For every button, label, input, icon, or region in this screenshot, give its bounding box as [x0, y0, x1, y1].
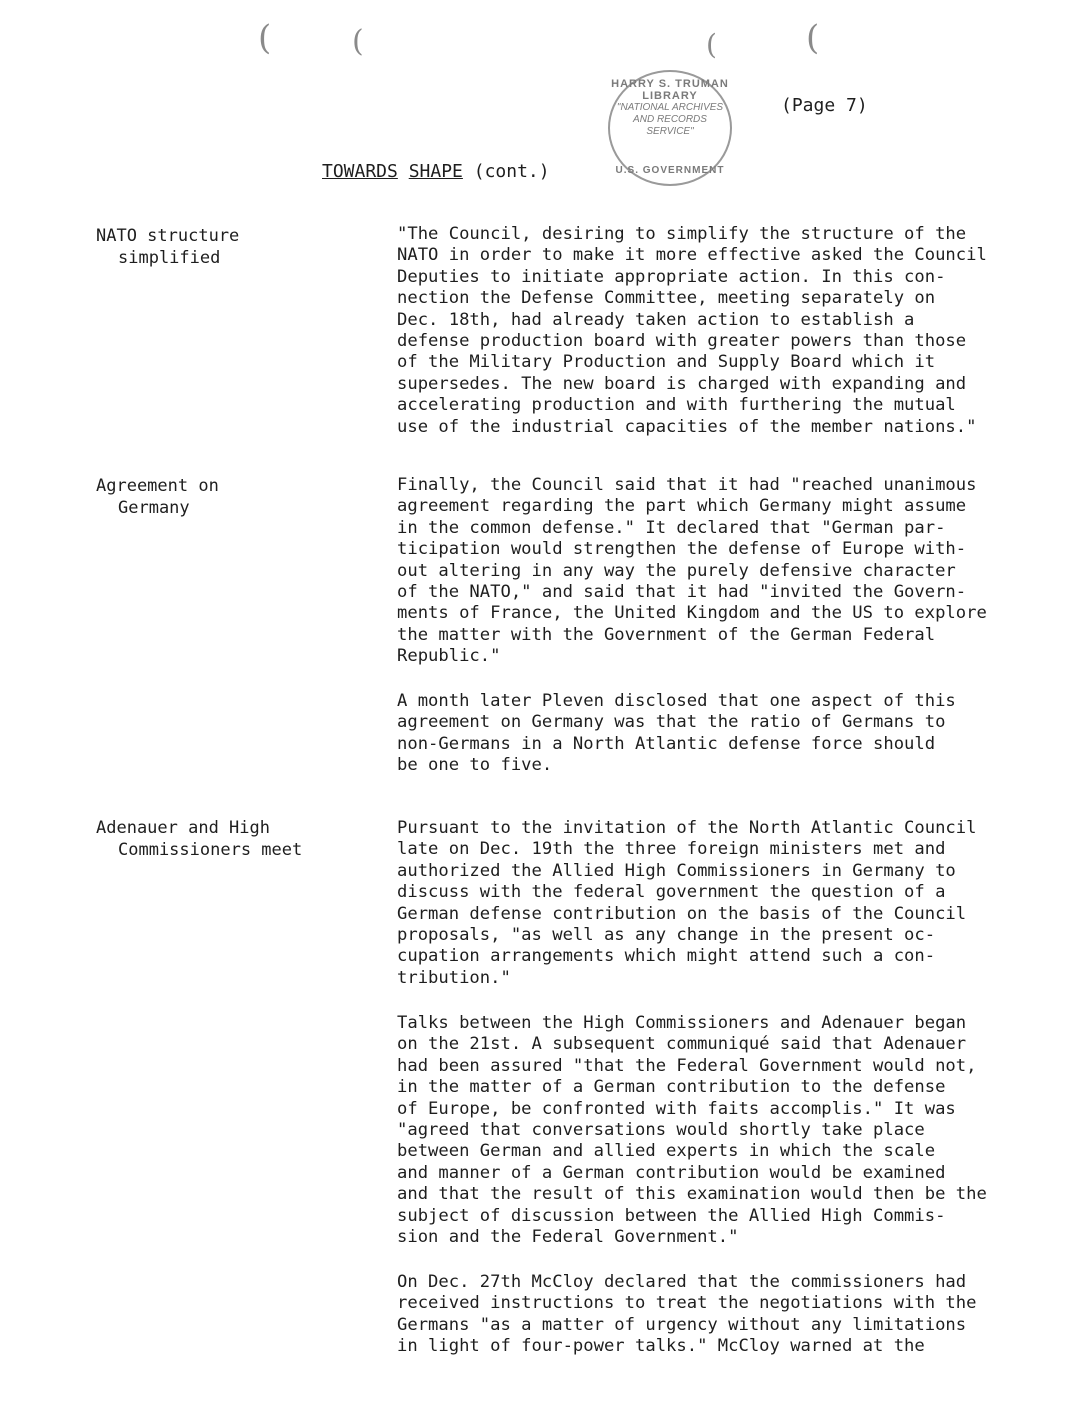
page-heading — [322, 160, 550, 184]
stamp-inner: "NATIONAL ARCHIVES AND RECORDS SERVICE" — [616, 102, 724, 137]
paragraph: "The Council, desiring to simplify the structure of the NATO in order to make it more effective asked the Council Deputies to initiate appropriate action. In this con- nection the Defense Committee, meeting separately on Dec. 18th, had already taken action to establish a defense production board with greater powers than those of the Military Production and Supply Board which it supersedes. The new board is charged with expanding and accelerating production and with furthering the mutual use of the industrial capacities of the member nations." — [397, 224, 987, 437]
scan-mark: ( — [706, 28, 717, 61]
paragraph: A month later Pleven disclosed that one aspect of this agreement on Germany was that the ratio of Germans to non-Germans in a North Atlantic defense force should be one to five. — [397, 691, 956, 776]
paragraph: Finally, the Council said that it had "reached unanimous agreement regarding the part which Germany might assume in the common defense." It declared that "German par- ticipation would strengthen the defense of Europe with- out altering in any way the purely defensive character of the NATO," and said that it had "invited the Govern- ments of France, the United Kingdom and the US to explore the matter with the Government of the German Federal Republic." — [397, 475, 987, 667]
side-heading-germany: Agreement on Germany — [96, 476, 219, 518]
paragraph: On Dec. 27th McCloy declared that the commissioners had received instructions to treat the negotiations with the Germans "as a matter of urgency without any limitations in light of four-power talks." McCloy warned at the — [397, 1272, 977, 1357]
side-heading-adenauer: Adenauer and High Commissioners meet — [96, 818, 303, 860]
scan-mark: ( — [806, 18, 820, 58]
stamp-ring-bottom: U.S. GOVERNMENT — [615, 165, 725, 176]
page-number: (Page 7) — [781, 95, 868, 116]
heading-word-shape: SHAPE — [408, 161, 463, 182]
heading-suffix: (cont.) — [473, 161, 550, 182]
archive-stamp — [608, 70, 732, 186]
side-heading-nato: NATO structure simplified — [96, 226, 240, 268]
scan-mark: ( — [258, 18, 272, 58]
stamp-ring-top: HARRY S. TRUMAN LIBRARY — [611, 78, 729, 102]
heading-word-towards: TOWARDS — [322, 161, 398, 182]
scan-mark: ( — [352, 24, 364, 59]
paragraph: Pursuant to the invitation of the North Atlantic Council late on Dec. 19th the three foreign ministers met and authorized the Allied High Commissioners in Germany to discuss with the federal government the question of a German defense contribution on the basis of the Council proposals, "as well as any change in the present oc- cupation arrangements which might attend such a con- tribution." — [397, 818, 977, 988]
paragraph: Talks between the High Commissioners and Adenauer began on the 21st. A subsequent communiqué said that Adenauer had been assured "that the Federal Government would not, in the matter of a German contribution to the defense of Europe, be confronted with faits accomplis." It was "agreed that conversations would shortly take place between German and allied experts in which the scale and manner of a German contribution would be examined and that the result of this examination would then be the subject of discussion between the Allied High Commis- sion and the Federal Government." — [397, 1013, 987, 1248]
